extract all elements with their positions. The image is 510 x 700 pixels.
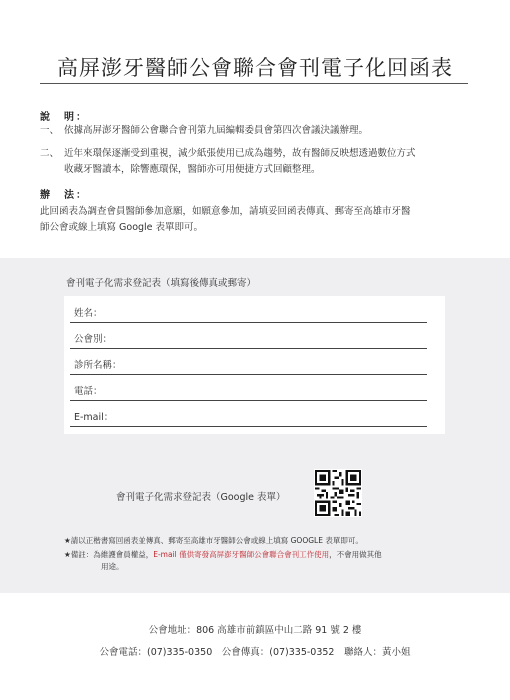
explain-item-1-text: 依據高屏澎牙醫師公會聯合會刊第九屆編輯委員會第四次會議決議辦理。	[64, 125, 369, 136]
title-divider	[40, 83, 468, 84]
phone-field[interactable]	[70, 380, 427, 401]
name-label: 姓名：	[74, 308, 103, 319]
name-field[interactable]	[70, 302, 427, 323]
footer-address: 公會地址：806 高雄市前鎮區中山二路 91 號 2 樓	[148, 625, 362, 636]
method-heading: 辦 法：	[40, 190, 88, 201]
note-2	[64, 549, 382, 561]
method-line-1: 此回函表為調查會員醫師參加意願，如願意參加，請填妥回函表傳真、郵寄至高雄市牙醫	[40, 206, 411, 217]
clinic-name-field[interactable]	[70, 354, 427, 375]
phone-label: 電話：	[74, 386, 103, 397]
note-2-prefix: ★備註：為維護會員權益，	[64, 550, 154, 559]
page-title: 高屏澎牙醫師公會聯合會刊電子化回函表	[57, 56, 453, 80]
note-2-suffix: ，不會用做其他	[329, 550, 382, 559]
registration-form	[64, 296, 445, 434]
association-label: 公會別：	[74, 334, 113, 345]
note-2-highlight: E-mail 僅供寄發高屏澎牙醫師公會聯合會刊工作使用	[153, 550, 330, 559]
explain-item-2-line1: 近年來環保逐漸受到重視，減少紙張使用已成為趨勢，故有醫師反映想透過數位方式	[64, 148, 416, 159]
explain-item-2-line2: 收藏牙醫讀本，除響應環保，醫師亦可用便捷方式回顧整理。	[64, 164, 321, 175]
qr-code-icon	[315, 470, 361, 516]
email-label: E-mail：	[74, 412, 114, 423]
clinic-name-label: 診所名稱：	[74, 360, 122, 371]
form-title: 會刊電子化需求登記表（填寫後傳真或郵寄）	[66, 278, 257, 289]
explain-item-1-num: 一、	[40, 125, 60, 136]
qr-label: 會刊電子化需求登記表（Google 表單）	[116, 492, 286, 503]
method-line-2: 師公會或線上填寫 Google 表單即可。	[40, 222, 204, 233]
explain-heading: 說 明：	[40, 112, 88, 123]
explain-item-2-num: 二、	[40, 148, 60, 159]
note-1: ★請以正楷書寫回函表並傳真、郵寄至高雄市牙醫師公會或線上填寫 GOOGLE 表單即可。	[64, 536, 363, 545]
explain-item-2	[40, 146, 480, 178]
email-field[interactable]	[70, 406, 427, 427]
footer-contact: 公會電話：(07)335-0350 公會傳真：(07)335-0352 聯絡人：黃小姐	[99, 647, 411, 658]
note-2-continuation: 用途。	[101, 562, 124, 571]
google-form-qr-code[interactable]	[314, 469, 362, 517]
association-field[interactable]	[70, 328, 427, 349]
